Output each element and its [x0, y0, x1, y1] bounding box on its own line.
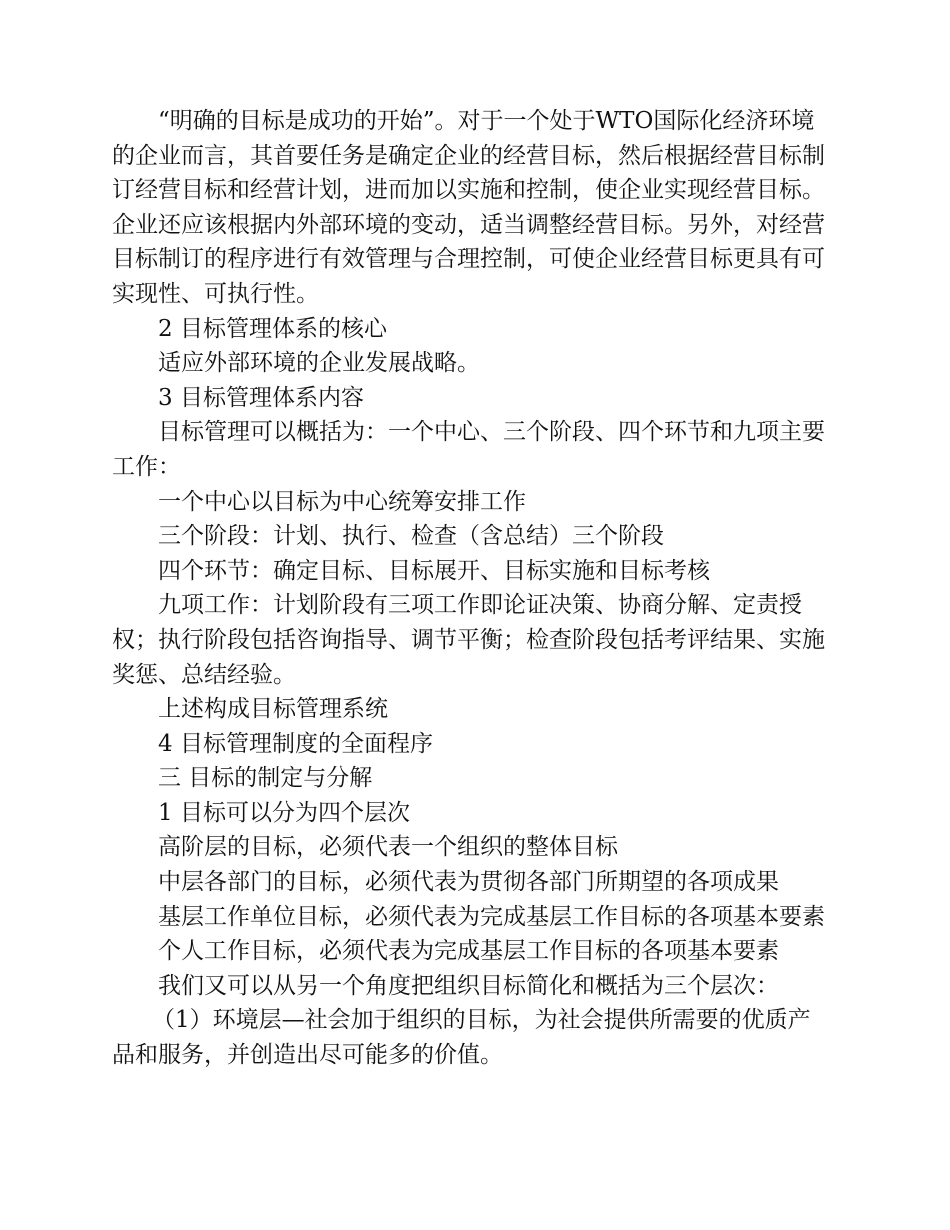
- text-line: 企业还应该根据内外部环境的变动，适当调整经营目标。另外，对经营: [112, 211, 825, 238]
- section-heading: [112, 727, 840, 762]
- section-heading: [112, 796, 840, 831]
- text-line: 三 目标的制定与分解: [158, 765, 373, 792]
- paragraph-intro: [112, 104, 840, 312]
- text-line: 三个阶段：计划、执行、检查（含总结）三个阶段: [158, 523, 664, 550]
- section-heading: [112, 312, 840, 347]
- text-line: 基层工作单位目标，必须代表为完成基层工作目标的各项基本要素: [158, 903, 825, 930]
- text-line: 1 目标可以分为四个层次: [158, 799, 410, 826]
- paragraph: [112, 554, 840, 589]
- text-line: 上述构成目标管理系统: [158, 696, 388, 723]
- paragraph: [112, 900, 840, 935]
- text-line: 4 目标管理制度的全面程序: [158, 730, 433, 757]
- text-line: 的企业而言，其首要任务是确定企业的经营目标，然后根据经营目标制: [112, 142, 825, 169]
- text-line: 九项工作：计划阶段有三项工作即论证决策、协商分解、定责授: [158, 592, 802, 619]
- text-line: 目标管理可以概括为：一个中心、三个阶段、四个环节和九项主要: [158, 419, 825, 446]
- paragraph: [112, 485, 840, 520]
- document-page: [112, 104, 840, 1073]
- text-line: 高阶层的目标，必须代表一个组织的整体目标: [158, 834, 618, 861]
- text-line: 品和服务，并创造出尽可能多的价值。: [112, 1042, 503, 1069]
- paragraph: [112, 969, 840, 1004]
- paragraph: [112, 346, 840, 381]
- text-line: 一个中心以目标为中心统筹安排工作: [158, 488, 526, 515]
- text-line: 奖惩、总结经验。: [112, 661, 296, 688]
- paragraph: [112, 934, 840, 969]
- section-heading: [112, 761, 840, 796]
- text-line: 订经营目标和经营计划，进而加以实施和控制，使企业实现经营目标。: [112, 177, 825, 204]
- paragraph: [112, 1003, 840, 1072]
- text-line: 工作：: [112, 453, 181, 480]
- text-line: 目标制订的程序进行有效管理与合理控制，可使企业经营目标更具有可: [112, 246, 825, 273]
- section-heading: [112, 381, 840, 416]
- text-line: （1）环境层—社会加于组织的目标，为社会提供所需要的优质产: [152, 1007, 811, 1034]
- paragraph: [112, 415, 840, 484]
- paragraph: [112, 865, 840, 900]
- text-line: 权；执行阶段包括咨询指导、调节平衡；检查阶段包括考评结果、实施: [112, 626, 825, 653]
- text-line: 3 目标管理体系内容: [158, 384, 364, 411]
- text-line: 中层各部门的目标，必须代表为贯彻各部门所期望的各项成果: [158, 869, 779, 896]
- paragraph: [112, 830, 840, 865]
- paragraph: [112, 692, 840, 727]
- paragraph: [112, 519, 840, 554]
- text-line: 四个环节：确定目标、目标展开、目标实施和目标考核: [158, 557, 710, 584]
- text-line: 适应外部环境的企业发展战略。: [158, 350, 480, 377]
- text-line: 个人工作目标，必须代表为完成基层工作目标的各项基本要素: [158, 938, 779, 965]
- text-line: 2 目标管理体系的核心: [158, 315, 387, 342]
- text-line: “明确的目标是成功的开始”。对于一个处于WTO国际化经济环境: [158, 108, 815, 134]
- paragraph: [112, 588, 840, 692]
- text-line: 实现性、可执行性。: [112, 280, 319, 307]
- text-line: 我们又可以从另一个角度把组织目标简化和概括为三个层次：: [158, 972, 779, 999]
